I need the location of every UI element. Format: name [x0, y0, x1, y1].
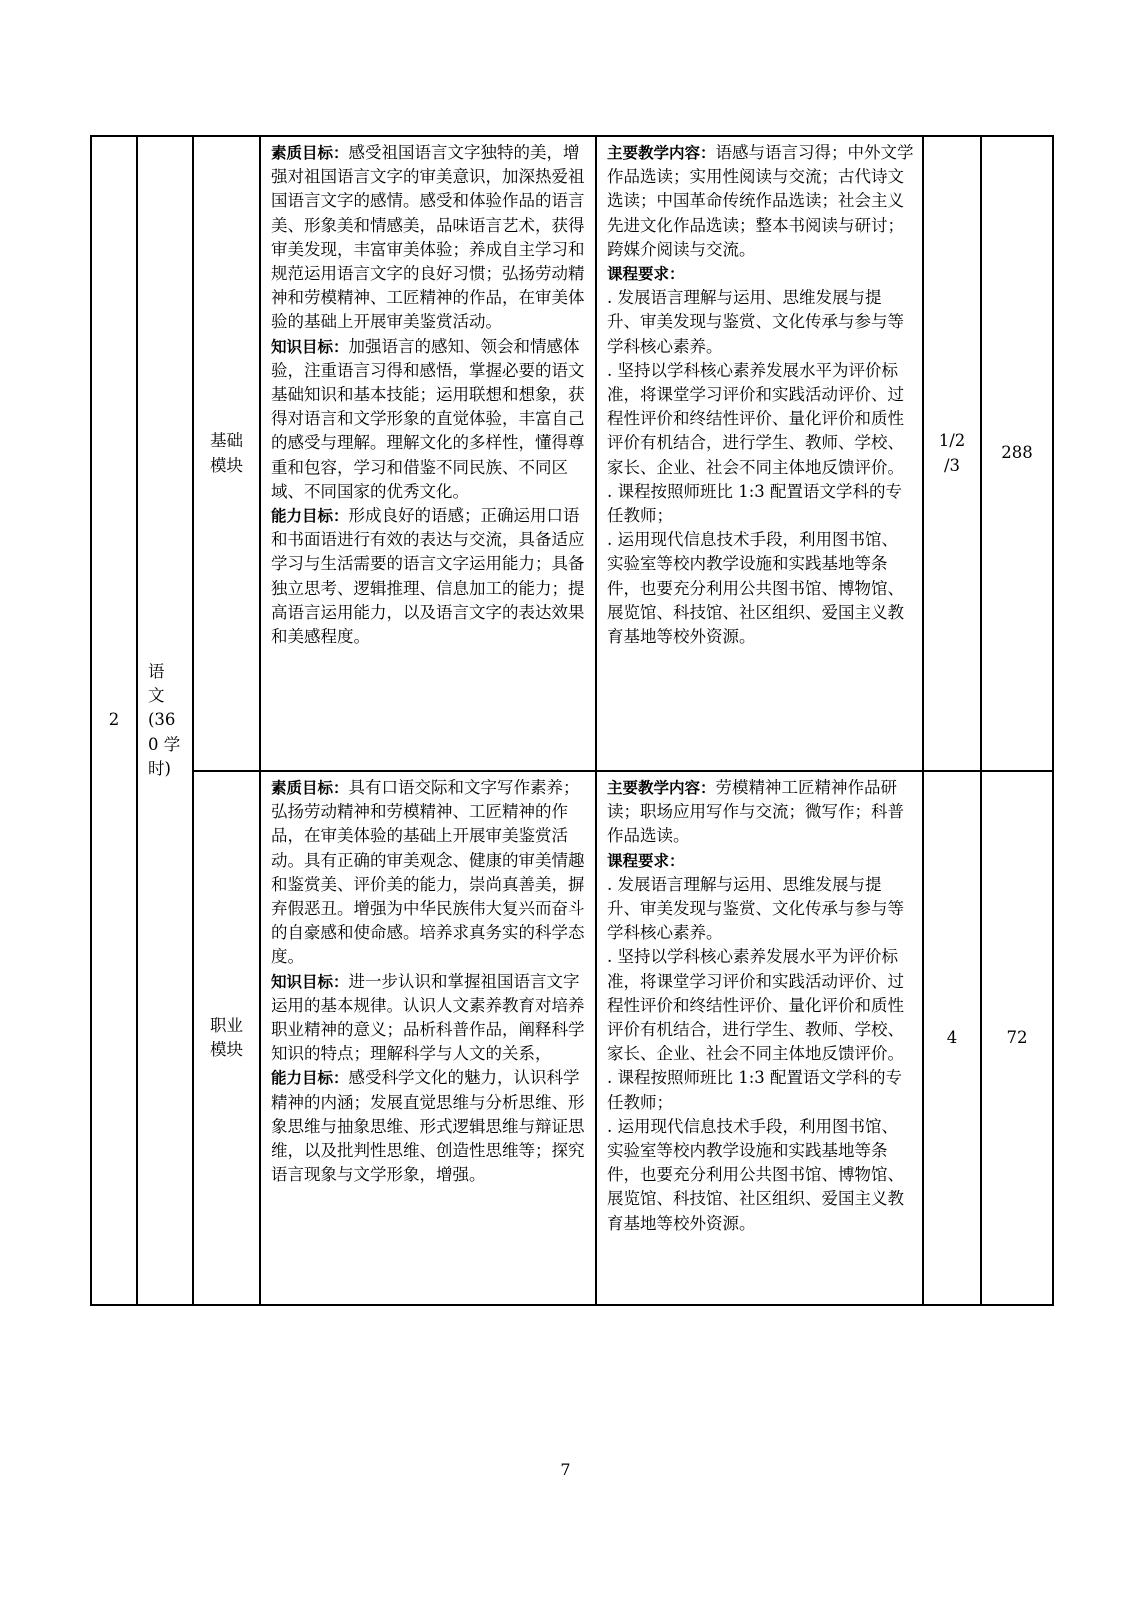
goal-text: 具有口语交际和文字写作素养；弘扬劳动精神和劳模精神、工匠精神的作品，在审美体验的基础上开展审美鉴赏活动。具有正确的审美观念、健康的审美情趣和鉴赏美、评价美的能力，崇尚真善美，摒弃假恶丑。增强为中华民族伟大复兴而奋斗的自豪感和使命感。培养求真务实的科学态度。	[271, 778, 585, 967]
goals-cell	[260, 136, 596, 771]
module-name-line: 职业	[210, 1015, 243, 1035]
table-row-vocational-module	[91, 771, 1053, 1305]
requirement-item: . 运用现代信息技术手段，利用图书馆、实验室等校内教学设施和实践基地等条件，也要充分利用公共图书馆、博物馆、展览馆、科技馆、社区组织、爱国主义教育基地等校外资源。	[607, 1116, 904, 1233]
content-cell	[596, 136, 923, 771]
course-name-line: 文	[148, 686, 165, 706]
module-name-line: 模块	[210, 1040, 243, 1059]
goal-knowledge	[271, 970, 587, 1067]
requirement-item: . 课程按照师班比 1:3 配置语文学科的专任教师；	[607, 1068, 903, 1112]
goal-label: 知识目标：	[271, 337, 349, 356]
table-row-basic-module	[91, 136, 1053, 771]
requirement-item: . 课程按照师班比 1:3 配置语文学科的专任教师；	[607, 481, 903, 526]
goal-text: 感受科学文化的魅力，认识科学精神的内涵；发展直觉思维与分析思维、形象思维与抽象思维、形式逻辑思维与辩证思维，以及批判性思维、创造性思维等；探究语言现象与文学形象，增强。	[271, 1068, 585, 1185]
course-name-line: 时)	[148, 758, 171, 778]
content-cell	[596, 771, 923, 1305]
goal-text: 进一步认识和掌握祖国语言文字运用的基本规律。认识人文素养教育对培养职业精神的意义；品析科普作品，阐释科学知识的特点；理解科学与人文的关系，	[271, 971, 585, 1064]
goal-label: 能力目标：	[271, 1069, 349, 1088]
content-text: 语感与语言习得；中外文学作品选读；实用性阅读与交流；古代诗文选读；中国革命传统作品选读；社会主义先进文化作品选读；整本书阅读与研讨；跨媒介阅读与交流。	[607, 143, 914, 259]
goal-knowledge	[271, 335, 587, 504]
goal-label: 知识目标：	[271, 972, 349, 991]
module-name-cell	[193, 136, 260, 771]
requirement-item: . 坚持以学科核心素养发展水平为评价标准，将课堂学习评价和实践活动评价、过程性评价和终结性评价、量化评价和质性评价有机结合，进行学生、教师、学校、家长、企业、社会不同主体地反馈评价。	[607, 947, 904, 1064]
requirements-label: 课程要求：	[607, 265, 685, 284]
hours-cell	[981, 771, 1053, 1305]
hours-value: 288	[1001, 443, 1033, 463]
content-label: 主要教学内容：	[607, 779, 716, 797]
requirement-item: . 运用现代信息技术手段，利用图书馆、实验室等校内教学设施和实践基地等条件，也要充分利用公共图书馆、博物馆、展览馆、科技馆、社区组织、爱国主义教育基地等校外资源。	[607, 530, 904, 647]
goals-cell	[260, 771, 596, 1305]
requirement-item: . 发展语言理解与运用、思维发展与提升、审美发现与鉴赏、文化传承与参与等学科核心素养。	[607, 874, 904, 943]
content-text: 劳模精神工匠精神作品研读；职场应用写作与交流；微写作；科普作品选读。	[607, 778, 904, 846]
requirement-item: . 坚持以学科核心素养发展水平为评价标准，将课堂学习评价和实践活动评价、过程性评价和终结性评价、量化评价和质性评价有机结合，进行学生、教师、学校、家长、企业、社会不同主体地反馈评价。	[607, 360, 904, 477]
course-name-cell	[137, 136, 193, 1305]
goal-ability	[271, 1066, 587, 1187]
semester-line: 4	[946, 1027, 958, 1047]
goal-label: 素质目标：	[271, 779, 349, 797]
requirements-label: 课程要求：	[607, 851, 685, 870]
goal-text: 形成良好的语感；正确运用口语和书面语进行有效的表达与交流，具备适应学习与生活需要的语言文字运用能力；具备独立思考、逻辑推理、信息加工的能力；提高语言运用能力，以及语言文字的表达效果和美感程度。	[271, 506, 585, 647]
semester-cell	[923, 771, 981, 1305]
semester-cell	[923, 136, 981, 771]
course-name-line: 语	[148, 661, 165, 681]
goal-quality	[271, 776, 587, 970]
goal-ability	[271, 504, 587, 649]
page-number: 7	[560, 1460, 571, 1479]
module-name-line: 基础	[210, 431, 243, 451]
course-name-line: (36	[148, 710, 176, 730]
module-name-line: 模块	[210, 455, 243, 475]
goal-label: 素质目标：	[271, 144, 349, 162]
goal-text: 感受祖国语言文字独特的美，增强对祖国语言文字的审美意识，加深热爱祖国语言文字的感情。感受和体验作品的语言美、形象美和情感美，品味语言艺术，获得审美发现，丰富审美体验；养成自主学习和规范运用语言文字的良好习惯；弘扬劳动精神和劳模精神、工匠精神的作品，在审美体验的基础上开展审美鉴赏活动。	[271, 143, 585, 332]
course-name-line: 0 学	[148, 734, 181, 754]
goal-label: 能力目标：	[271, 507, 349, 526]
semester-line: 1/2	[938, 431, 966, 451]
hours-value: 72	[1006, 1027, 1028, 1047]
semester-line: /3	[943, 455, 961, 475]
hours-cell	[981, 136, 1053, 771]
content-label: 主要教学内容：	[607, 144, 716, 162]
requirement-item: . 发展语言理解与运用、思维发展与提升、审美发现与鉴赏、文化传承与参与等学科核心素养。	[607, 288, 904, 356]
seq-number: 2	[108, 710, 120, 730]
goal-text: 加强语言的感知、领会和情感体验，注重语言习得和感悟，掌握必要的语文基础知识和基本技能；运用联想和想象，获得对语言和文学形象的直觉体验，丰富自己的感受与理解。理解文化的多样性，懂得尊重和包容，学习和借鉴不同民族、不同区域、不同国家的优秀文化。	[271, 336, 585, 501]
goal-quality	[271, 141, 587, 335]
module-name-cell	[193, 771, 260, 1305]
course-table	[90, 135, 1054, 1306]
seq-cell	[91, 136, 137, 1305]
teaching-content	[607, 776, 914, 849]
teaching-content	[607, 141, 914, 262]
